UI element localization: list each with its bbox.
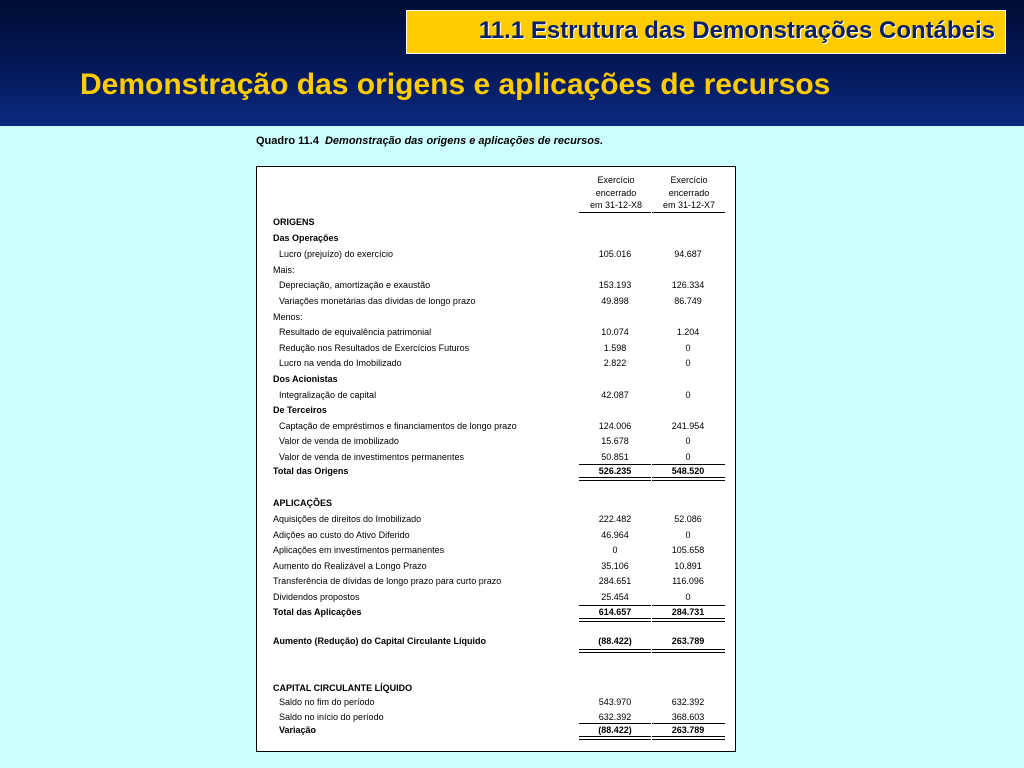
value-x7: 632.392 (671, 697, 705, 707)
value-x8: 105.016 (598, 249, 632, 259)
row-label: Variação (279, 725, 317, 735)
value-x8: 284.651 (598, 576, 632, 586)
value-x8: 25.454 (601, 592, 629, 602)
value-x8: 632.392 (598, 712, 632, 722)
value-x8: 35.106 (601, 561, 629, 571)
slide-header (0, 0, 1024, 126)
statement-table (256, 166, 736, 752)
table-row (273, 636, 729, 649)
table-row (273, 683, 729, 696)
subtotal-rule (579, 464, 651, 465)
table-row (273, 545, 729, 558)
total-double-rule (652, 477, 725, 481)
table-row (273, 249, 729, 262)
column-header-rule (652, 212, 725, 213)
row-label: Aumento do Realizável a Longo Prazo (273, 561, 427, 571)
section-badge (406, 10, 1006, 54)
value-x7: 263.789 (671, 636, 705, 646)
row-label: Total das Aplicações (273, 607, 362, 617)
row-label: Menos: (273, 312, 303, 322)
row-label: Aplicações em investimentos permanentes (273, 545, 445, 555)
value-x7: 94.687 (674, 249, 702, 259)
slide-title: Demonstração das origens e aplicações de recursos (80, 68, 831, 101)
table-row (273, 265, 729, 278)
value-x7: 105.658 (671, 545, 705, 555)
row-label: Aquisições de direitos do Imobilizado (273, 514, 422, 524)
total-double-rule (579, 649, 651, 653)
row-label: Adições ao custo do Ativo Diferido (273, 530, 410, 540)
value-x7: 52.086 (674, 514, 702, 524)
row-label: Dividendos propostos (273, 592, 360, 602)
row-label: CAPITAL CIRCULANTE LÍQUIDO (273, 683, 413, 693)
value-x8: (88.422) (598, 636, 632, 646)
section-label: 11.1 Estrutura das Demonstrações Contábeis (478, 17, 995, 44)
total-double-rule (652, 736, 725, 740)
row-label: Total das Origens (273, 466, 349, 476)
row-label: Redução nos Resultados de Exercícios Futuros (279, 343, 470, 353)
table-row (273, 390, 729, 403)
row-label: Saldo no início do período (279, 712, 384, 722)
value-x8: 543.970 (598, 697, 632, 707)
value-x7: 0 (685, 436, 691, 446)
value-x8: 614.657 (598, 607, 632, 617)
subtotal-rule (579, 723, 651, 724)
row-label: Variações monetárias das dívidas de longo prazo (279, 296, 476, 306)
column-header-line: em 31-12-X8 (589, 200, 643, 210)
total-double-rule (579, 618, 651, 622)
table-row (273, 217, 729, 230)
value-x7: 0 (685, 343, 691, 353)
column-header-x8 (579, 174, 653, 212)
table-row (273, 312, 729, 325)
table-row (273, 514, 729, 527)
row-label: Integralização de capital (279, 390, 377, 400)
table-row (273, 296, 729, 309)
table-row (273, 374, 729, 387)
value-x8: 50.851 (601, 452, 629, 462)
table-row (273, 561, 729, 574)
row-label: APLICAÇÕES (273, 498, 333, 508)
value-x8: 222.482 (598, 514, 632, 524)
value-x7: 86.749 (674, 296, 702, 306)
value-x8: 2.822 (603, 358, 627, 368)
value-x8: 49.898 (601, 296, 629, 306)
value-x7: 0 (685, 358, 691, 368)
table-row (273, 280, 729, 293)
table-row (273, 530, 729, 543)
table-row (273, 358, 729, 371)
value-x7: 116.096 (672, 576, 704, 586)
row-label: Valor de venda de imobilizado (279, 436, 399, 446)
value-x7: 1.204 (676, 327, 700, 337)
table-row (273, 498, 729, 511)
value-x8: 153.193 (598, 280, 632, 290)
value-x8: 526.235 (598, 466, 632, 476)
value-x8: 124.006 (598, 421, 632, 431)
value-x7: 0 (685, 452, 691, 462)
row-label: Saldo no fim do período (279, 697, 375, 707)
column-header-line: encerrado (668, 187, 710, 198)
total-double-rule (579, 477, 651, 481)
column-header-line: em 31-12-X7 (662, 200, 716, 210)
row-label: Mais: (273, 265, 295, 275)
row-label: Aumento (Redução) do Capital Circulante Líquido (273, 636, 487, 646)
value-x7: 241.954 (671, 421, 705, 431)
value-x7: 126.334 (671, 280, 705, 290)
value-x7: 368.603 (671, 712, 705, 722)
caption-text: Demonstração das origens e aplicações de recursos. (324, 135, 604, 147)
table-caption (256, 135, 603, 147)
value-x8: 15.678 (601, 436, 629, 446)
caption-label: Quadro 11.4 (256, 135, 319, 147)
row-label: Resultado de equivalência patrimonial (279, 327, 432, 337)
table-row (273, 343, 729, 356)
table-row (273, 697, 729, 710)
subtotal-rule (652, 605, 725, 606)
row-label: Captação de empréstimos e financiamentos de longo prazo (279, 421, 517, 431)
column-header-line: encerrado (595, 187, 637, 198)
value-x7: 0 (685, 390, 691, 400)
total-double-rule (579, 736, 651, 740)
value-x8: 46.964 (601, 530, 629, 540)
row-label: Transferência de dívidas de longo prazo para curto prazo (273, 576, 502, 586)
table-row (273, 421, 729, 434)
total-double-rule (652, 618, 725, 622)
value-x8: (88.422) (598, 725, 632, 735)
row-label: Valor de venda de investimentos permanentes (279, 452, 464, 462)
column-header-rule (579, 212, 651, 213)
row-label: Depreciação, amortização e exaustão (279, 280, 431, 290)
value-x7: 0 (685, 592, 691, 602)
row-label: De Terceiros (273, 405, 327, 415)
row-label: Lucro na venda do Imobilizado (279, 358, 402, 368)
subtotal-rule (652, 723, 725, 724)
row-label: ORIGENS (273, 217, 315, 227)
table-row (273, 576, 729, 589)
column-header-line: Exercício (670, 175, 708, 185)
table-row (273, 405, 729, 418)
value-x7: 548.520 (671, 466, 705, 476)
value-x7: 263.789 (671, 725, 705, 735)
value-x7: 284.731 (671, 607, 705, 617)
value-x7: 10.891 (674, 561, 702, 571)
row-label: Lucro (prejuízo) do exercício (279, 249, 394, 259)
table-row (273, 436, 729, 449)
value-x8: 1.598 (603, 343, 627, 353)
table-row (273, 592, 729, 605)
value-x8: 0 (612, 545, 618, 555)
subtotal-rule (579, 605, 651, 606)
total-double-rule (652, 649, 725, 653)
column-header-x7 (652, 174, 726, 212)
value-x7: 0 (685, 530, 691, 540)
subtotal-rule (652, 464, 725, 465)
table-row (273, 233, 729, 246)
value-x8: 10.074 (601, 327, 629, 337)
row-label: Das Operações (273, 233, 339, 243)
column-header-line: Exercício (597, 175, 635, 185)
row-label: Dos Acionistas (273, 374, 338, 384)
value-x8: 42.087 (601, 390, 629, 400)
table-row (273, 327, 729, 340)
